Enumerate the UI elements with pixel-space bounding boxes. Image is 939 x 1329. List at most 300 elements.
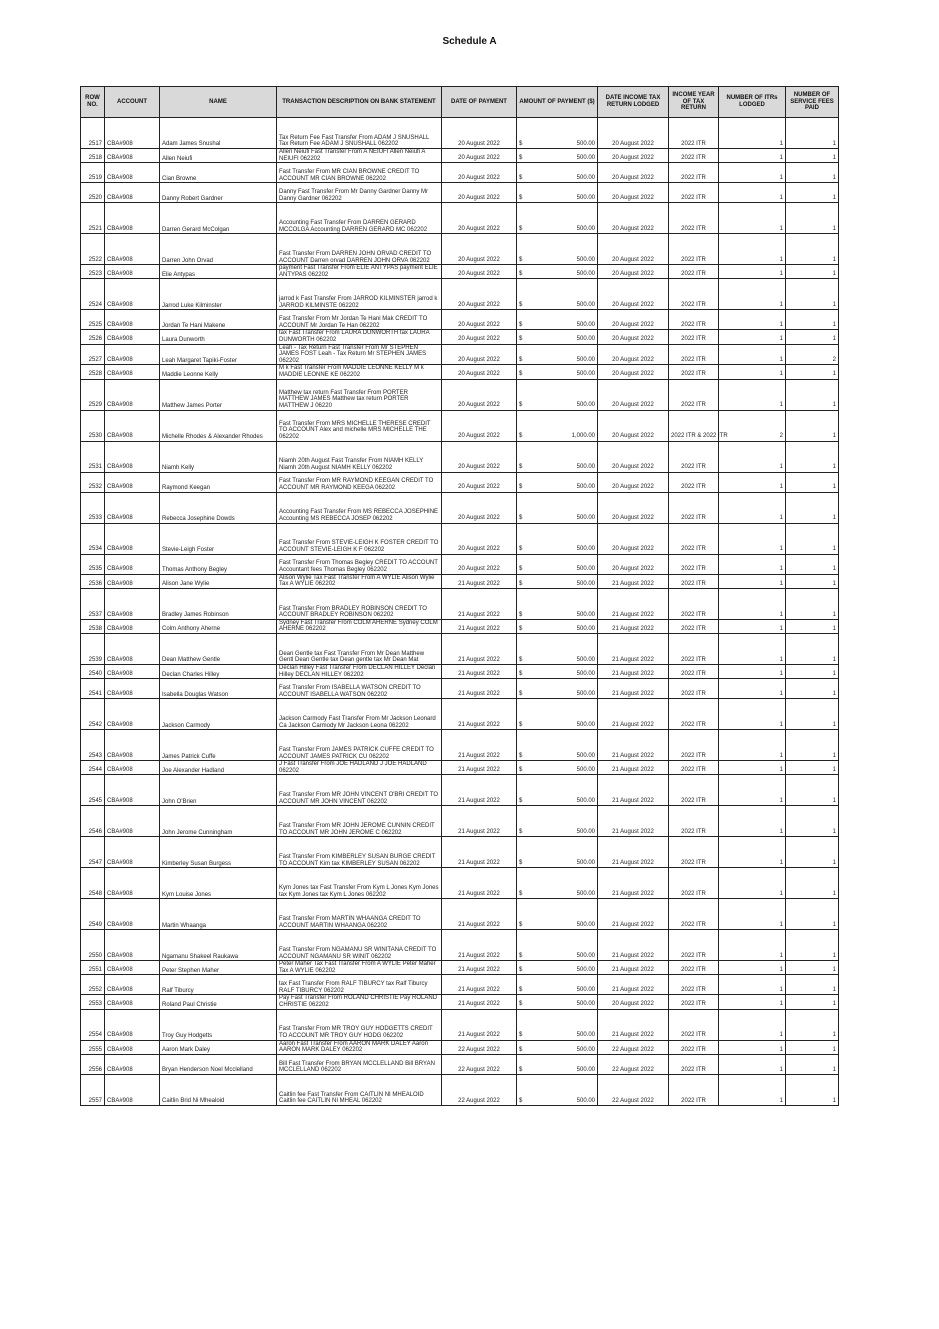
income-year-cell: 2022 ITR	[669, 806, 719, 837]
name-cell: Kym Louise Jones	[160, 868, 277, 899]
amount-value: 1,000.00	[571, 433, 595, 440]
amount-value: 500.00	[576, 336, 595, 343]
payment-date-cell: 20 August 2022	[442, 344, 517, 365]
currency-symbol: $	[519, 175, 523, 181]
row-number: 2532	[81, 472, 105, 492]
row-number: 2555	[81, 1040, 105, 1054]
name-cell: Stevie-Leigh Foster	[160, 523, 277, 554]
amount-cell	[517, 265, 598, 279]
account-cell: CBA#908	[105, 775, 160, 806]
lodged-date-cell: 20 August 2022	[598, 330, 669, 344]
lodged-date-cell: 20 August 2022	[598, 554, 669, 574]
currency-symbol: $	[519, 580, 523, 587]
service-fees-cell: 2	[786, 344, 839, 365]
description-cell: J Fast Transfer From JOE HADLAND J JOE HADLAND 062202	[277, 761, 442, 775]
account-cell: CBA#908	[105, 588, 160, 619]
amount-value: 500.00	[576, 987, 595, 994]
amount-cell	[517, 588, 598, 619]
lodged-date-cell: 20 August 2022	[598, 163, 669, 183]
currency-symbol: $	[519, 302, 523, 309]
amount-cell	[517, 330, 598, 344]
description-cell: Matthew tax return Fast Transfer From PORTER MATTHEW JAMES Matthew tax return PORTER MATTHEW J 06220	[277, 379, 442, 410]
name-cell: Danny Robert Gardner	[160, 183, 277, 203]
name-cell: Darren Gerard McColgan	[160, 203, 277, 234]
itrs-lodged-cell: 1	[719, 899, 786, 930]
currency-symbol: $	[519, 433, 523, 440]
amount-cell	[517, 1040, 598, 1054]
amount-value: 500.00	[576, 860, 595, 867]
amount-cell	[517, 619, 598, 633]
amount-value: 500.00	[576, 670, 595, 677]
amount-value: 500.00	[576, 155, 595, 161]
lodged-date-cell: 21 August 2022	[598, 868, 669, 899]
description-cell: Fast Transfer From Thomas Begley CREDIT TO ACCOUNT Accountant fees Thomas Begley 062202	[277, 554, 442, 574]
name-cell: John Jerome Cunningham	[160, 806, 277, 837]
amount-value: 500.00	[576, 140, 595, 147]
service-fees-cell: 1	[786, 441, 839, 472]
itrs-lodged-cell: 1	[719, 330, 786, 344]
income-year-cell: 2022 ITR	[669, 1009, 719, 1040]
description-cell: Fast Transfer From MARTIN WHAANGA CREDIT TO ACCOUNT MARTIN WHAANGA 062202	[277, 899, 442, 930]
service-fees-cell: 1	[786, 379, 839, 410]
amount-cell	[517, 365, 598, 379]
currency-symbol: $	[519, 155, 523, 161]
table-row	[81, 806, 839, 837]
itrs-lodged-cell: 1	[719, 588, 786, 619]
amount-cell	[517, 730, 598, 761]
payment-date-cell: 21 August 2022	[442, 619, 517, 633]
amount-cell	[517, 379, 598, 410]
income-year-cell: 2022 ITR	[669, 365, 719, 379]
account-cell: CBA#908	[105, 523, 160, 554]
lodged-date-cell: 21 August 2022	[598, 775, 669, 806]
itrs-lodged-cell: 1	[719, 492, 786, 523]
account-cell: CBA#908	[105, 975, 160, 995]
itrs-lodged-cell: 1	[719, 961, 786, 975]
currency-symbol: $	[519, 566, 523, 573]
currency-symbol: $	[519, 953, 523, 960]
amount-cell	[517, 523, 598, 554]
table-row	[81, 679, 839, 699]
name-cell: Jackson Carmody	[160, 699, 277, 730]
row-number: 2544	[81, 761, 105, 775]
description-cell: Accounting Fast Transfer From MS REBECCA JOSEPHINE Accounting MS REBECCA JOSEP 062202	[277, 492, 442, 523]
table-row	[81, 163, 839, 183]
description-cell: Jackson Carmody Fast Transfer From Mr Jackson Leonard Ca Jackson Carmody Mr Jackson Leona 062202	[277, 699, 442, 730]
description-cell: Leah - Tax Return Fast Transfer From Mr STEPHEN JAMES FOST Leah - Tax Return Mr STEPHEN JAMES 062202	[277, 344, 442, 365]
name-cell: James Patrick Cuffe	[160, 730, 277, 761]
service-fees-cell: 1	[786, 868, 839, 899]
itrs-lodged-cell: 1	[719, 574, 786, 588]
table-row	[81, 761, 839, 775]
income-year-cell: 2022 ITR	[669, 344, 719, 365]
account-cell: CBA#908	[105, 183, 160, 203]
income-year-cell: 2022 ITR	[669, 664, 719, 678]
income-year-cell: 2022 ITR	[669, 775, 719, 806]
header-date-lodged: DATE INCOME TAX RETURN LODGED	[598, 87, 669, 118]
description-cell: tax Fast Transfer From LAURA DUNWORTH tax LAURA DUNWORTH 062202	[277, 330, 442, 344]
lodged-date-cell: 20 August 2022	[598, 410, 669, 441]
description-cell: Fast Transfer From KIMBERLEY SUSAN BURGE CREDIT TO ACCOUNT Kim tax KIMBERLEY SUSAN 062202	[277, 837, 442, 868]
itrs-lodged-cell: 2	[719, 410, 786, 441]
account-cell: CBA#908	[105, 365, 160, 379]
amount-cell	[517, 837, 598, 868]
table-row	[81, 279, 839, 310]
service-fees-cell: 1	[786, 699, 839, 730]
payment-date-cell: 20 August 2022	[442, 279, 517, 310]
header-description: TRANSACTION DESCRIPTION ON BANK STATEMENT	[277, 87, 442, 118]
amount-cell	[517, 554, 598, 574]
row-number: 2553	[81, 995, 105, 1009]
account-cell: CBA#908	[105, 310, 160, 330]
table-row	[81, 1009, 839, 1040]
payment-date-cell: 21 August 2022	[442, 806, 517, 837]
itrs-lodged-cell: 1	[719, 761, 786, 775]
amount-cell	[517, 472, 598, 492]
account-cell: CBA#908	[105, 961, 160, 975]
table-row	[81, 365, 839, 379]
income-year-cell: 2022 ITR	[669, 679, 719, 699]
name-cell: Leah Margaret Tapiki-Foster	[160, 344, 277, 365]
amount-cell	[517, 1074, 598, 1105]
table-row	[81, 554, 839, 574]
income-year-cell: 2022 ITR	[669, 203, 719, 234]
amount-value: 500.00	[576, 1097, 595, 1104]
payment-date-cell: 20 August 2022	[442, 523, 517, 554]
description-cell: Fast Transfer From STEVIE-LEIGH K FOSTER CREDIT TO ACCOUNT STEVIE-LEIGH K F 062202	[277, 523, 442, 554]
amount-value: 500.00	[576, 891, 595, 898]
service-fees-cell: 1	[786, 633, 839, 664]
account-cell: CBA#908	[105, 761, 160, 775]
account-cell: CBA#908	[105, 806, 160, 837]
account-cell: CBA#908	[105, 574, 160, 588]
payment-date-cell: 21 August 2022	[442, 837, 517, 868]
table-row	[81, 837, 839, 868]
service-fees-cell: 1	[786, 234, 839, 265]
payment-date-cell: 20 August 2022	[442, 163, 517, 183]
income-year-cell: 2022 ITR	[669, 588, 719, 619]
lodged-date-cell: 21 August 2022	[598, 664, 669, 678]
payment-date-cell: 20 August 2022	[442, 492, 517, 523]
description-cell: Tax Return Fee Fast Transfer From ADAM J SNUSHALL Tax Return Fee ADAM J SNUSHALL 062202	[277, 118, 442, 149]
service-fees-cell: 1	[786, 183, 839, 203]
income-year-cell: 2022 ITR	[669, 1040, 719, 1054]
row-number: 2526	[81, 330, 105, 344]
income-year-cell: 2022 ITR	[669, 279, 719, 310]
currency-symbol: $	[519, 967, 523, 974]
income-year-cell: 2022 ITR	[669, 995, 719, 1009]
service-fees-cell: 1	[786, 679, 839, 699]
itrs-lodged-cell: 1	[719, 554, 786, 574]
itrs-lodged-cell: 1	[719, 664, 786, 678]
row-number: 2531	[81, 441, 105, 472]
lodged-date-cell: 20 August 2022	[598, 379, 669, 410]
account-cell: CBA#908	[105, 203, 160, 234]
payment-date-cell: 21 August 2022	[442, 775, 517, 806]
amount-cell	[517, 930, 598, 961]
table-row	[81, 203, 839, 234]
amount-value: 500.00	[576, 371, 595, 378]
description-cell: Fast Transfer From MR RAYMOND KEEGAN CREDIT TO ACCOUNT MR RAYMOND KEEGA 062202	[277, 472, 442, 492]
amount-value: 500.00	[576, 690, 595, 697]
payment-date-cell: 21 August 2022	[442, 679, 517, 699]
itrs-lodged-cell: 1	[719, 1040, 786, 1054]
account-cell: CBA#908	[105, 995, 160, 1009]
currency-symbol: $	[519, 257, 523, 263]
row-number: 2533	[81, 492, 105, 523]
service-fees-cell: 1	[786, 163, 839, 183]
service-fees-cell: 1	[786, 574, 839, 588]
description-cell: Dean Gentle tax Fast Transfer From Mr Dean Matthew Gentl Dean Gentle tax Dean gentle tax Mr Dean Mat	[277, 633, 442, 664]
itrs-lodged-cell: 1	[719, 679, 786, 699]
table-row	[81, 523, 839, 554]
table-row	[81, 441, 839, 472]
payment-date-cell: 20 August 2022	[442, 365, 517, 379]
amount-cell	[517, 975, 598, 995]
currency-symbol: $	[519, 1097, 523, 1104]
service-fees-cell: 1	[786, 975, 839, 995]
row-number: 2552	[81, 975, 105, 995]
account-cell: CBA#908	[105, 837, 160, 868]
table-row	[81, 633, 839, 664]
lodged-date-cell: 22 August 2022	[598, 1054, 669, 1074]
name-cell: Adam James Snushal	[160, 118, 277, 149]
currency-symbol: $	[519, 767, 523, 774]
account-cell: CBA#908	[105, 344, 160, 365]
name-cell: Allen Neiufi	[160, 149, 277, 163]
lodged-date-cell: 21 August 2022	[598, 961, 669, 975]
service-fees-cell: 1	[786, 775, 839, 806]
currency-symbol: $	[519, 752, 523, 759]
account-cell: CBA#908	[105, 149, 160, 163]
description-cell: Bill Fast Transfer From BRYAN MCCLELLAND Bill BRYAN MCCLELLAND 062202	[277, 1054, 442, 1074]
itrs-lodged-cell: 1	[719, 441, 786, 472]
amount-value: 500.00	[576, 484, 595, 491]
table-row	[81, 118, 839, 149]
row-number: 2546	[81, 806, 105, 837]
name-cell: Roland Paul Christie	[160, 995, 277, 1009]
name-cell: Isabella Douglas Watson	[160, 679, 277, 699]
payment-date-cell: 21 August 2022	[442, 730, 517, 761]
income-year-cell: 2022 ITR	[669, 1054, 719, 1074]
name-cell: Matthew James Porter	[160, 379, 277, 410]
income-year-cell: 2022 ITR	[669, 554, 719, 574]
amount-cell	[517, 118, 598, 149]
lodged-date-cell: 20 August 2022	[598, 472, 669, 492]
row-number: 2554	[81, 1009, 105, 1040]
account-cell: CBA#908	[105, 279, 160, 310]
amount-value: 500.00	[576, 175, 595, 181]
table-row	[81, 183, 839, 203]
lodged-date-cell: 21 August 2022	[598, 1009, 669, 1040]
name-cell: Declan Charles Hilley	[160, 664, 277, 678]
account-cell: CBA#908	[105, 619, 160, 633]
name-cell: Jarrod Luke Kilminster	[160, 279, 277, 310]
itrs-lodged-cell: 1	[719, 1054, 786, 1074]
table-row	[81, 234, 839, 265]
description-cell: Aaron Fast Transfer From AARON MARK DALEY Aaron AARON MARK DALEY 062202	[277, 1040, 442, 1054]
amount-value: 500.00	[576, 611, 595, 618]
amount-cell	[517, 961, 598, 975]
description-cell: Alison Wylie Tax Fast Transfer From A WYLIE Alison Wylie Tax A WYLIE 062202	[277, 574, 442, 588]
payment-date-cell: 20 August 2022	[442, 203, 517, 234]
amount-cell	[517, 995, 598, 1009]
currency-symbol: $	[519, 195, 523, 201]
row-number: 2529	[81, 379, 105, 410]
service-fees-cell: 1	[786, 1054, 839, 1074]
table-row	[81, 379, 839, 410]
income-year-cell: 2022 ITR	[669, 868, 719, 899]
row-number: 2522	[81, 234, 105, 265]
account-cell: CBA#908	[105, 730, 160, 761]
amount-value: 500.00	[576, 402, 595, 409]
amount-value: 500.00	[576, 195, 595, 201]
currency-symbol: $	[519, 611, 523, 618]
table-row	[81, 265, 839, 279]
service-fees-cell: 1	[786, 1074, 839, 1105]
itrs-lodged-cell: 1	[719, 523, 786, 554]
service-fees-cell: 1	[786, 523, 839, 554]
table-row	[81, 664, 839, 678]
currency-symbol: $	[519, 140, 523, 147]
amount-value: 500.00	[576, 322, 595, 329]
lodged-date-cell: 21 August 2022	[598, 679, 669, 699]
row-number: 2527	[81, 344, 105, 365]
service-fees-cell: 1	[786, 664, 839, 678]
lodged-date-cell: 20 August 2022	[598, 995, 669, 1009]
payment-date-cell: 21 August 2022	[442, 975, 517, 995]
table-row	[81, 149, 839, 163]
amount-value: 500.00	[576, 967, 595, 974]
row-number: 2530	[81, 410, 105, 441]
currency-symbol: $	[519, 402, 523, 409]
amount-value: 500.00	[576, 721, 595, 728]
amount-value: 500.00	[576, 656, 595, 663]
header-income-year: INCOME YEAR OF TAX RETURN	[669, 87, 719, 118]
income-year-cell: 2022 ITR	[669, 310, 719, 330]
row-number: 2550	[81, 930, 105, 961]
payment-date-cell: 21 August 2022	[442, 574, 517, 588]
income-year-cell: 2022 ITR	[669, 118, 719, 149]
lodged-date-cell: 21 August 2022	[598, 588, 669, 619]
lodged-date-cell: 21 August 2022	[598, 837, 669, 868]
lodged-date-cell: 21 August 2022	[598, 761, 669, 775]
account-cell: CBA#908	[105, 679, 160, 699]
currency-symbol: $	[519, 1066, 523, 1073]
currency-symbol: $	[519, 690, 523, 697]
currency-symbol: $	[519, 271, 523, 278]
table-row	[81, 410, 839, 441]
amount-cell	[517, 234, 598, 265]
description-cell: Fast Transfer From DARREN JOHN ORVAD CREDIT TO ACCOUNT Darren orvad DARREN JOHN ORVA 062202	[277, 234, 442, 265]
account-cell: CBA#908	[105, 1040, 160, 1054]
amount-value: 500.00	[576, 566, 595, 573]
service-fees-cell: 1	[786, 203, 839, 234]
lodged-date-cell: 21 August 2022	[598, 899, 669, 930]
amount-cell	[517, 203, 598, 234]
payment-date-cell: 20 August 2022	[442, 330, 517, 344]
income-year-cell: 2022 ITR	[669, 330, 719, 344]
amount-value: 500.00	[576, 357, 595, 364]
row-number: 2523	[81, 265, 105, 279]
table-row	[81, 492, 839, 523]
amount-value: 500.00	[576, 767, 595, 774]
amount-cell	[517, 1009, 598, 1040]
income-year-cell: 2022 ITR	[669, 379, 719, 410]
payment-date-cell: 21 August 2022	[442, 761, 517, 775]
itrs-lodged-cell: 1	[719, 472, 786, 492]
income-year-cell: 2022 ITR	[669, 234, 719, 265]
amount-cell	[517, 279, 598, 310]
row-number: 2539	[81, 633, 105, 664]
payment-date-cell: 22 August 2022	[442, 1074, 517, 1105]
lodged-date-cell: 21 August 2022	[598, 975, 669, 995]
amount-value: 500.00	[576, 625, 595, 632]
service-fees-cell: 1	[786, 899, 839, 930]
description-cell: Fast Transfer From JAMES PATRICK CUFFE CREDIT TO ACCOUNT JAMES PATRICK CU 062202	[277, 730, 442, 761]
income-year-cell: 2022 ITR & 2022 ITR	[669, 410, 719, 441]
lodged-date-cell: 20 August 2022	[598, 118, 669, 149]
name-cell: Martin Whaanga	[160, 899, 277, 930]
itrs-lodged-cell: 1	[719, 619, 786, 633]
payment-date-cell: 20 August 2022	[442, 554, 517, 574]
service-fees-cell: 1	[786, 730, 839, 761]
name-cell: Ngamanu Shakeel Raukawa	[160, 930, 277, 961]
amount-value: 500.00	[576, 464, 595, 471]
name-cell: Maddie Leonne Kelly	[160, 365, 277, 379]
table-row	[81, 588, 839, 619]
header-date-of-payment: DATE OF PAYMENT	[442, 87, 517, 118]
lodged-date-cell: 20 August 2022	[598, 310, 669, 330]
currency-symbol: $	[519, 357, 523, 364]
payment-date-cell: 20 August 2022	[442, 183, 517, 203]
amount-value: 500.00	[576, 546, 595, 553]
name-cell: Peter Stephen Maher	[160, 961, 277, 975]
table-row	[81, 574, 839, 588]
name-cell: Niamh Kelly	[160, 441, 277, 472]
income-year-cell: 2022 ITR	[669, 930, 719, 961]
income-year-cell: 2022 ITR	[669, 183, 719, 203]
account-cell: CBA#908	[105, 472, 160, 492]
table-body	[81, 118, 839, 1106]
description-cell: Fast Transfer From MR TROY GUY HODGETTS CREDIT TO ACCOUNT MR TROY GUY HODG 062202	[277, 1009, 442, 1040]
income-year-cell: 2022 ITR	[669, 619, 719, 633]
amount-cell	[517, 633, 598, 664]
amount-cell	[517, 868, 598, 899]
amount-cell	[517, 899, 598, 930]
table-row	[81, 930, 839, 961]
itrs-lodged-cell: 1	[719, 118, 786, 149]
name-cell: Alison Jane Wylie	[160, 574, 277, 588]
description-cell: Niamh 20th August Fast Transfer From NIAMH KELLY Niamh 20th August NIAMH KELLY 062202	[277, 441, 442, 472]
income-year-cell: 2022 ITR	[669, 574, 719, 588]
itrs-lodged-cell: 1	[719, 837, 786, 868]
lodged-date-cell: 20 August 2022	[598, 365, 669, 379]
amount-cell	[517, 574, 598, 588]
amount-value: 500.00	[576, 1032, 595, 1039]
currency-symbol: $	[519, 464, 523, 471]
income-year-cell: 2022 ITR	[669, 761, 719, 775]
service-fees-cell: 1	[786, 410, 839, 441]
income-year-cell: 2022 ITR	[669, 899, 719, 930]
account-cell: CBA#908	[105, 633, 160, 664]
name-cell: Raymond Keegan	[160, 472, 277, 492]
name-cell: Jordan Te Hani Makene	[160, 310, 277, 330]
itrs-lodged-cell: 1	[719, 234, 786, 265]
row-number: 2519	[81, 163, 105, 183]
currency-symbol: $	[519, 1046, 523, 1053]
service-fees-cell: 1	[786, 1040, 839, 1054]
